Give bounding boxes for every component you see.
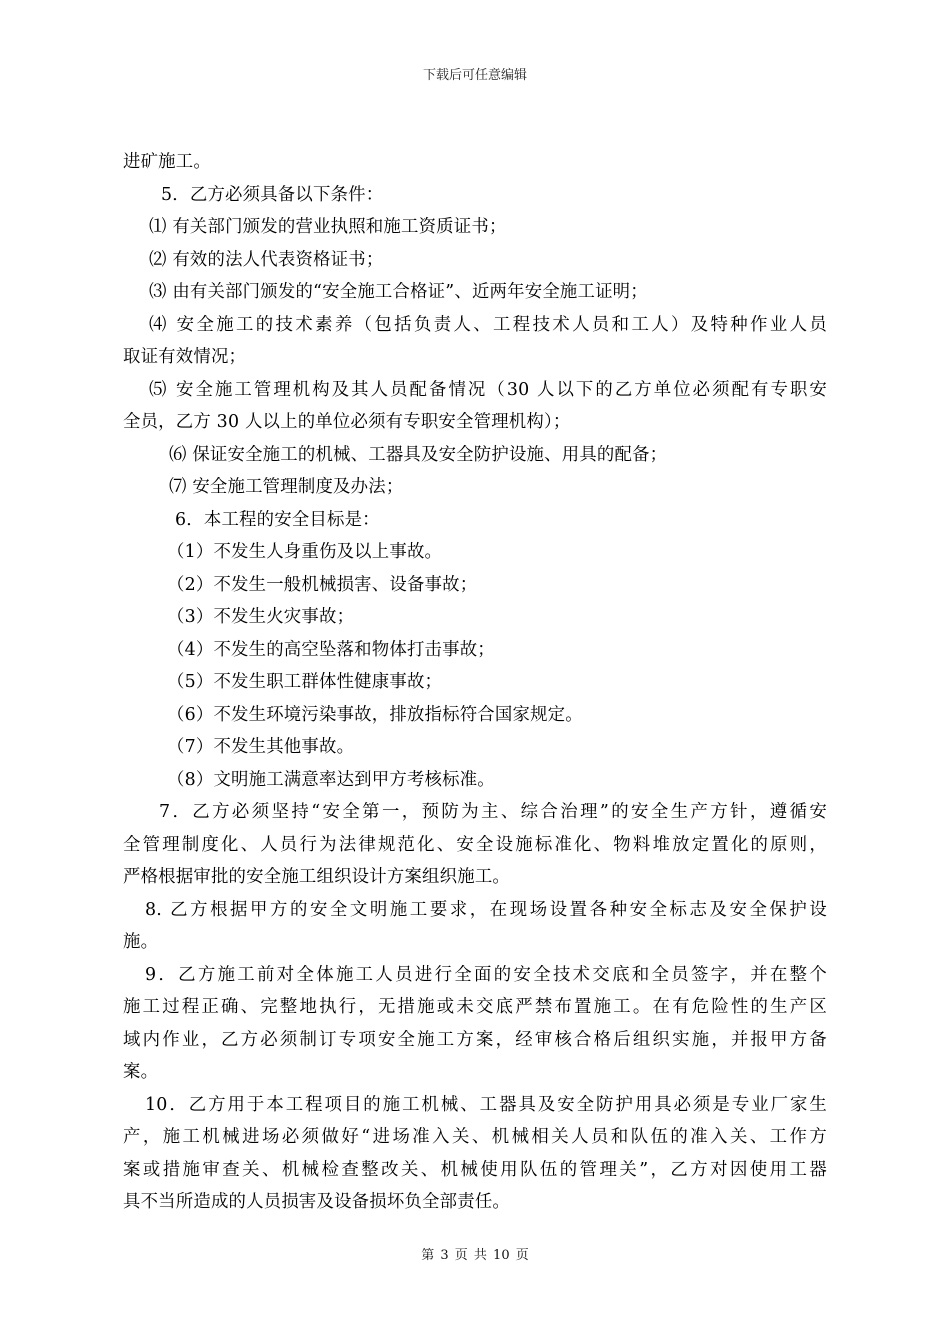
paragraph-line: 全员，乙方 30 人以上的单位必须有专职安全管理机构）； [123, 412, 571, 432]
paragraph-line: 施工过程正确、完整地执行，无措施或未交底严禁布置施工。在有危险性的生产区 [123, 997, 827, 1017]
list-item: （3）不发生火灾事故； [167, 607, 355, 627]
section-heading: 6．本工程的安全目标是： [175, 509, 380, 530]
list-item: （7）不发生其他事故。 [167, 737, 355, 757]
paragraph-line: 进矿施工。 [123, 152, 211, 172]
paragraph-line: 取证有效情况； [123, 347, 247, 367]
list-item: （1）不发生人身重伤及以上事故。 [167, 542, 443, 562]
paragraph-line: 案或措施审查关、机械检查整改关、机械使用队伍的管理关”，乙方对因使用工器 [123, 1159, 827, 1180]
paragraph-line: 产，施工机械进场必须做好“进场准入关、机械相关人员和队伍的准入关、工作方 [123, 1127, 827, 1147]
list-item: ⑷ 安全施工的技术素养（包括负责人、工程技术人员和工人）及特种作业人员 [149, 314, 827, 335]
list-item: ⑺ 安全施工管理制度及办法； [169, 477, 404, 497]
list-item: （8）文明施工满意率达到甲方考核标准。 [167, 769, 495, 790]
section-heading: 5．乙方必须具备以下条件： [161, 184, 384, 205]
list-item: （4）不发生的高空坠落和物体打击事故； [167, 639, 495, 660]
paragraph-line: 具不当所造成的人员损害及设备损坏负全部责任。 [123, 1192, 510, 1212]
paragraph-line: 案。 [123, 1062, 159, 1082]
paragraph-line: 10．乙方用于本工程项目的施工机械、工器具及安全防护用具必须是专业厂家生 [145, 1094, 827, 1115]
list-item: （6）不发生环境污染事故，排放指标符合国家规定。 [167, 704, 583, 725]
paragraph-line: 施。 [123, 932, 159, 952]
paragraph-line: 8. 乙方根据甲方的安全文明施工要求，在现场设置各种安全标志及安全保护设 [145, 899, 827, 920]
paragraph-line: 7．乙方必须坚持“安全第一，预防为主、综合治理”的安全生产方针，遵循安 [159, 802, 827, 822]
list-item: ⑸ 安全施工管理机构及其人员配备情况（30 人以下的乙方单位必须配有专职安 [149, 379, 827, 400]
list-item: （5）不发生职工群体性健康事故； [167, 672, 443, 692]
document-body [123, 146, 827, 1219]
paragraph-line: 9．乙方施工前对全体施工人员进行全面的安全技术交底和全员签字，并在整个 [145, 964, 827, 985]
list-item: ⑹ 保证安全施工的机械、工器具及安全防护设施、用具的配备； [169, 444, 668, 465]
paragraph-line: 严格根据审批的安全施工组织设计方案组织施工。 [123, 867, 510, 887]
list-item: ⑶ 由有关部门颁发的“安全施工合格证”、近两年安全施工证明； [149, 282, 648, 302]
list-item: （2）不发生一般机械损害、设备事故； [167, 574, 478, 595]
page-footer: 第 3 页 共 10 页 [421, 1248, 529, 1263]
page-header: 下载后可任意编辑 [422, 68, 527, 83]
paragraph-line: 域内作业，乙方必须制订专项安全施工方案，经审核合格后组织实施，并报甲方备 [123, 1029, 827, 1050]
list-item: ⑴ 有关部门颁发的营业执照和施工资质证书； [149, 217, 507, 237]
list-item: ⑵ 有效的法人代表资格证书； [149, 249, 384, 270]
paragraph-line: 全管理制度化、人员行为法律规范化、安全设施标准化、物料堆放定置化的原则， [123, 834, 827, 855]
